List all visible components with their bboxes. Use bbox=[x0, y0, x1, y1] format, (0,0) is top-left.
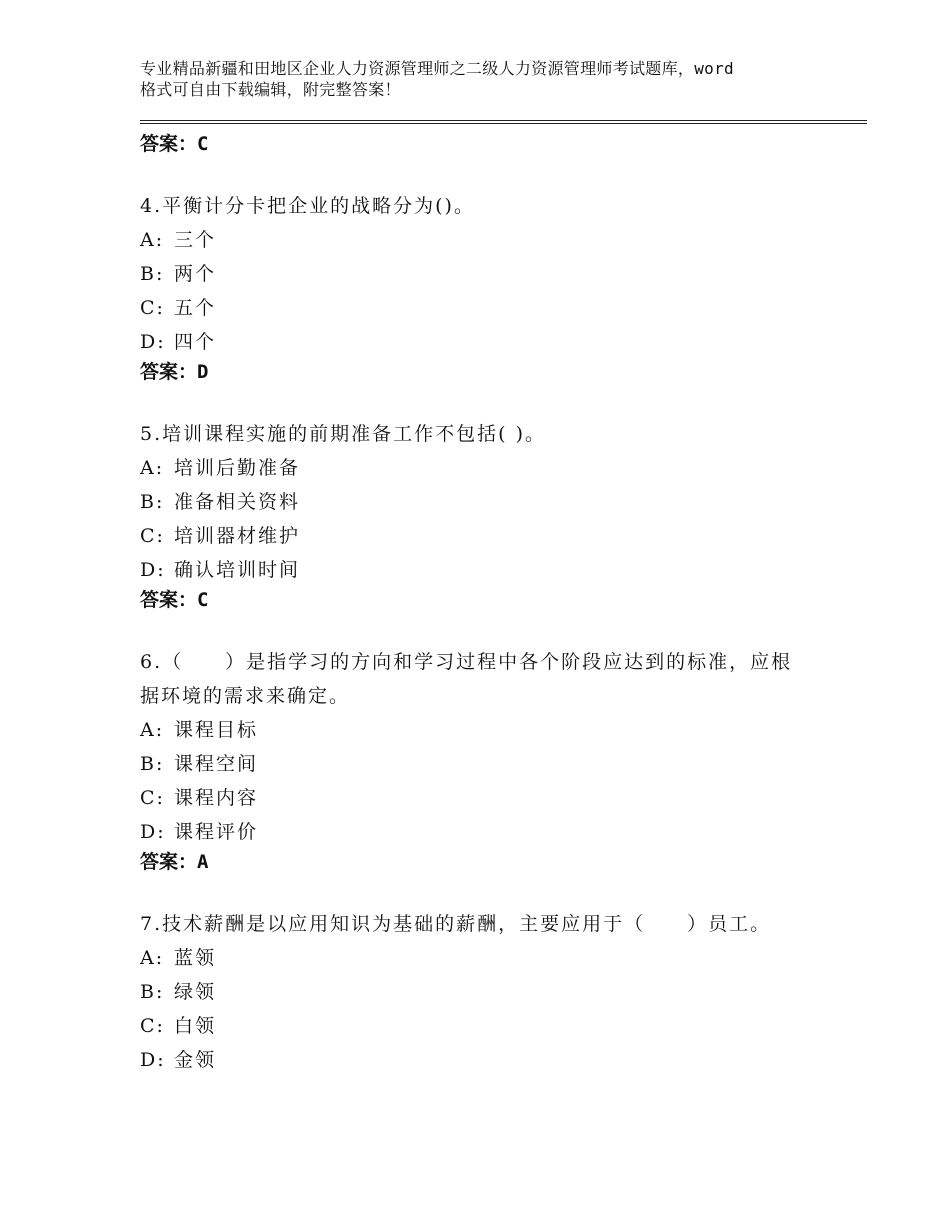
option-letter: B: bbox=[140, 981, 165, 1003]
option-letter: B: bbox=[140, 263, 165, 285]
option-text: 绿领 bbox=[174, 981, 217, 1003]
option-b bbox=[140, 747, 840, 781]
question-item bbox=[140, 189, 840, 385]
option-c bbox=[140, 291, 840, 325]
option-letter: C: bbox=[140, 1015, 165, 1037]
option-letter: A: bbox=[140, 719, 165, 741]
header-divider bbox=[140, 120, 867, 124]
option-letter: C: bbox=[140, 787, 165, 809]
option-letter: C: bbox=[140, 525, 165, 547]
option-text: 准备相关资料 bbox=[174, 491, 301, 513]
option-text: 课程评价 bbox=[174, 821, 259, 843]
header-title-line-2: 格式可自由下载编辑，附完整答案！ bbox=[140, 80, 401, 99]
option-letter: D: bbox=[140, 331, 166, 353]
option-a bbox=[140, 223, 840, 257]
option-c bbox=[140, 781, 840, 815]
option-letter: A: bbox=[140, 229, 165, 251]
question-text: 4.平衡计分卡把企业的战略分为()。 bbox=[140, 195, 475, 217]
question-item bbox=[140, 907, 840, 1077]
option-text: 课程空间 bbox=[174, 753, 259, 775]
option-letter: A: bbox=[140, 457, 165, 479]
header-title-line-1: 专业精品新疆和田地区企业人力资源管理师之二级人力资源管理师考试题库，word bbox=[140, 59, 734, 78]
option-text: 确认培训时间 bbox=[174, 559, 301, 581]
question-item bbox=[140, 417, 840, 613]
answer-label: 答案：C bbox=[140, 133, 209, 155]
option-letter: C: bbox=[140, 297, 165, 319]
option-text: 蓝领 bbox=[174, 947, 217, 969]
question-text: 7.技术薪酬是以应用知识为基础的薪酬，主要应用于（ ）员工。 bbox=[140, 913, 772, 935]
option-a bbox=[140, 451, 840, 485]
option-text: 培训后勤准备 bbox=[174, 457, 301, 479]
question-item bbox=[140, 645, 840, 875]
option-d bbox=[140, 1043, 840, 1077]
option-text: 三个 bbox=[174, 229, 217, 251]
option-text: 两个 bbox=[174, 263, 217, 285]
question-text: 6.（ ）是指学习的方向和学习过程中各个阶段应达到的标准，应根据环境的需求来确定。 bbox=[140, 651, 793, 707]
option-d bbox=[140, 815, 840, 849]
option-text: 四个 bbox=[174, 331, 217, 353]
option-letter: D: bbox=[140, 821, 166, 843]
option-text: 白领 bbox=[174, 1015, 217, 1037]
option-letter: D: bbox=[140, 559, 166, 581]
option-letter: A: bbox=[140, 947, 165, 969]
option-a bbox=[140, 941, 840, 975]
option-b bbox=[140, 975, 840, 1009]
option-c bbox=[140, 1009, 840, 1043]
option-letter: B: bbox=[140, 753, 165, 775]
question-text: 5.培训课程实施的前期准备工作不包括( )。 bbox=[140, 423, 546, 445]
option-letter: D: bbox=[140, 1049, 166, 1071]
option-d bbox=[140, 553, 840, 587]
option-b bbox=[140, 485, 840, 519]
option-text: 课程目标 bbox=[174, 719, 259, 741]
document-header bbox=[140, 58, 840, 100]
option-text: 课程内容 bbox=[174, 787, 259, 809]
option-b bbox=[140, 257, 840, 291]
option-text: 五个 bbox=[174, 297, 217, 319]
option-text: 金领 bbox=[174, 1049, 217, 1071]
option-text: 培训器材维护 bbox=[174, 525, 301, 547]
option-a bbox=[140, 713, 840, 747]
question-list bbox=[140, 131, 840, 1077]
answer-label: 答案：D bbox=[140, 361, 209, 383]
option-d bbox=[140, 325, 840, 359]
option-letter: B: bbox=[140, 491, 165, 513]
answer-label: 答案：A bbox=[140, 851, 209, 873]
option-c bbox=[140, 519, 840, 553]
answer-label: 答案：C bbox=[140, 589, 209, 611]
